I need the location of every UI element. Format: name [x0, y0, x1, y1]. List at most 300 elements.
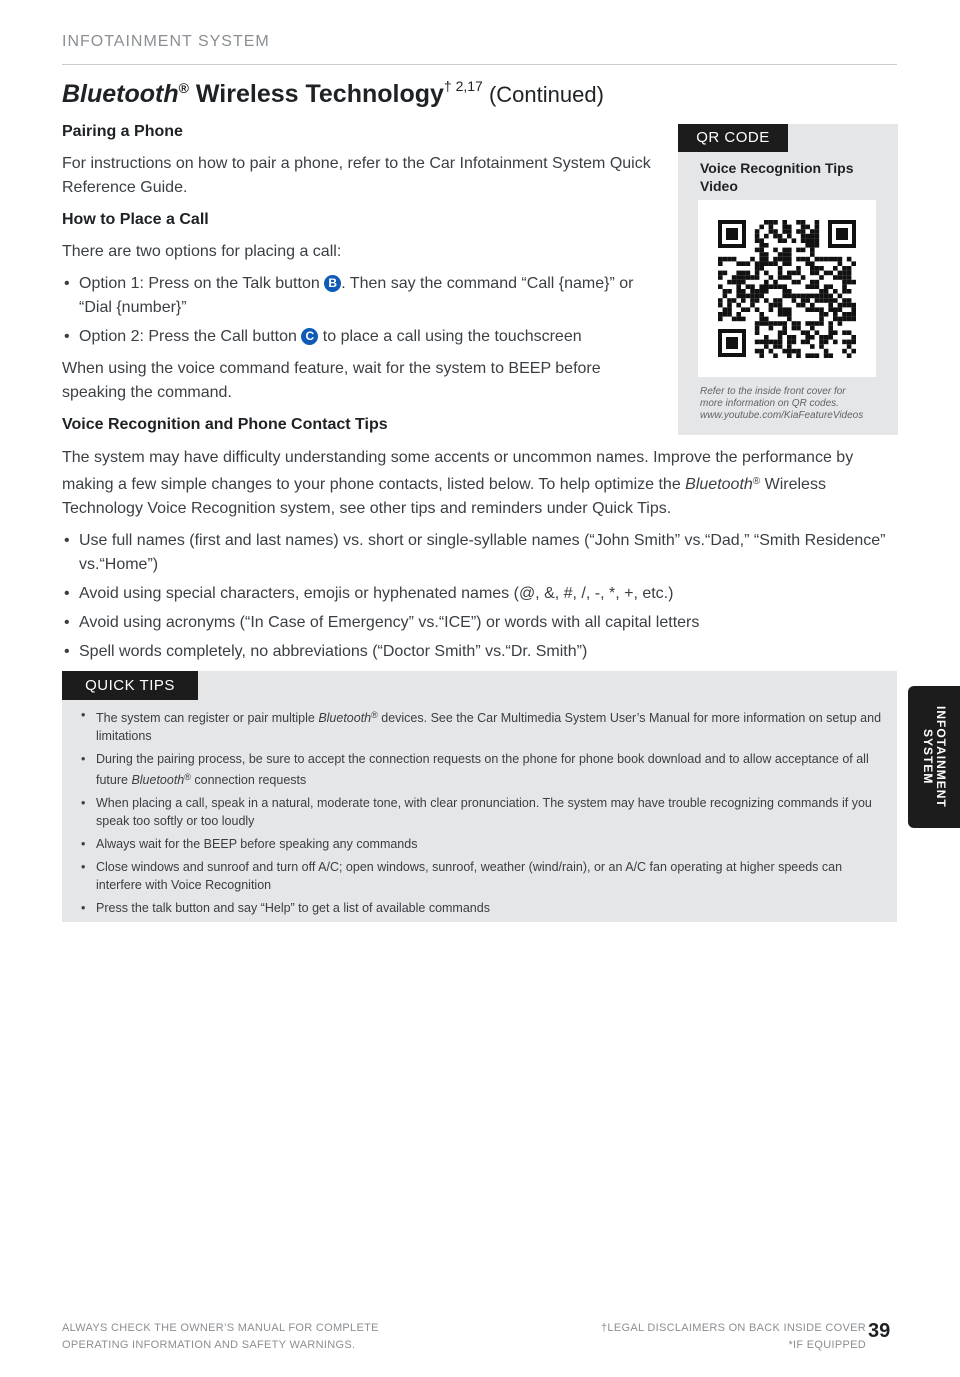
qr-module [792, 298, 797, 303]
qr-module [787, 312, 792, 317]
qr-module [769, 220, 774, 225]
qr-module [824, 294, 829, 299]
qr-module [773, 229, 778, 234]
qr-module [787, 349, 792, 354]
tip2-brand: Bluetooth [131, 773, 185, 787]
qr-module [787, 252, 792, 257]
qr-module [782, 284, 787, 289]
qr-module [847, 280, 852, 285]
qr-module [778, 340, 783, 345]
qr-module [736, 280, 741, 285]
section-side-tab[interactable] [908, 686, 960, 828]
qr-module [824, 335, 829, 340]
option1-text-start: Option 1: Press on the Talk button [79, 275, 325, 292]
qr-module [764, 344, 769, 349]
qr-module [741, 298, 746, 303]
qr-module [727, 307, 732, 312]
qr-module [769, 225, 774, 230]
qr-module [759, 312, 764, 317]
qr-module [787, 234, 792, 239]
qr-module [769, 340, 774, 345]
qr-module [851, 335, 856, 340]
qr-module [769, 321, 774, 326]
qr-module [796, 280, 801, 285]
qr-module [764, 220, 769, 225]
qr-module [851, 307, 856, 312]
qr-module [773, 248, 778, 253]
qr-module [815, 225, 820, 230]
call-options-list [62, 272, 662, 349]
qr-module [769, 261, 774, 266]
qr-module [819, 257, 824, 262]
qr-module [741, 271, 746, 276]
qr-module [833, 298, 838, 303]
qr-module [741, 289, 746, 294]
qr-module [838, 303, 843, 308]
qr-module [718, 317, 723, 322]
qr-module [851, 349, 856, 354]
tip1-text-end: devices. See the Car Multimedia System User’s Manual for more information on setup and limitations [96, 711, 882, 743]
qr-module [769, 326, 774, 331]
qr-module [842, 298, 847, 303]
qr-module [815, 298, 820, 303]
qr-module [796, 353, 801, 358]
qr-module [723, 289, 728, 294]
qr-module [805, 238, 810, 243]
qr-module [778, 335, 783, 340]
voice-tips-body [62, 446, 892, 672]
qr-module [815, 229, 820, 234]
qr-module [718, 284, 723, 289]
qr-module [732, 298, 737, 303]
qr-module [764, 340, 769, 345]
qr-module [782, 307, 787, 312]
qr-module [769, 307, 774, 312]
qr-module [842, 284, 847, 289]
qr-module [824, 298, 829, 303]
qr-module [727, 289, 732, 294]
qr-module [718, 303, 723, 308]
qr-module [819, 312, 824, 317]
qr-module [778, 266, 783, 271]
qr-module [755, 271, 760, 276]
qr-module [828, 271, 833, 276]
qr-code-tab: QR CODE [678, 124, 788, 152]
qr-module [736, 312, 741, 317]
qr-module [787, 340, 792, 345]
qr-module [741, 275, 746, 280]
qr-module [833, 275, 838, 280]
qr-module [833, 317, 838, 322]
qr-module [723, 312, 728, 317]
qr-module [769, 229, 774, 234]
qr-module [828, 284, 833, 289]
qr-module [718, 271, 723, 276]
qr-module [755, 298, 760, 303]
qr-module [787, 257, 792, 262]
qr-module [824, 289, 829, 294]
qr-module [810, 238, 815, 243]
qr-module [773, 280, 778, 285]
qr-module [796, 220, 801, 225]
qr-module [755, 307, 760, 312]
qr-module [778, 238, 783, 243]
qr-module [801, 298, 806, 303]
qr-module [792, 335, 797, 340]
qr-module [759, 225, 764, 230]
qr-module [824, 340, 829, 345]
title-brand: Bluetooth [62, 80, 179, 108]
qr-module [787, 289, 792, 294]
qr-module [778, 257, 783, 262]
qr-module [838, 307, 843, 312]
qr-module [759, 284, 764, 289]
qr-module [815, 257, 820, 262]
option2-text-end: to place a call using the touchscreen [318, 328, 582, 345]
qr-module [755, 340, 760, 345]
qr-module [782, 220, 787, 225]
qr-module [755, 238, 760, 243]
place-call-heading: How to Place a Call [62, 211, 209, 228]
qr-module [842, 317, 847, 322]
title-superscript: † 2,17 [443, 78, 483, 94]
qr-module [796, 349, 801, 354]
qr-module [787, 229, 792, 234]
page-title [62, 78, 604, 109]
qr-module [787, 275, 792, 280]
qr-module [755, 248, 760, 253]
qr-module [828, 326, 833, 331]
intro-brand: Bluetooth [685, 476, 753, 493]
option2-text-start: Option 2: Press the Call button [79, 328, 302, 345]
qr-module [819, 294, 824, 299]
qr-module [727, 303, 732, 308]
qr-module [828, 335, 833, 340]
qr-module [778, 330, 783, 335]
qr-module [782, 330, 787, 335]
qr-module [842, 280, 847, 285]
tip1-text-start: The system can register or pair multiple [96, 711, 319, 725]
title-continued: (Continued) [482, 82, 604, 107]
qr-module [815, 321, 820, 326]
qr-module [782, 289, 787, 294]
qr-module [792, 294, 797, 299]
qr-module [847, 344, 852, 349]
qr-module [787, 307, 792, 312]
qr-module [782, 326, 787, 331]
qr-module [778, 344, 783, 349]
qr-module [805, 294, 810, 299]
intro-text-start: The system may have difficulty understanding some accents or uncommon names. Improve the performance by making a few simple changes to your phone contacts, listed below. To help optimize the [62, 449, 854, 493]
qr-module [851, 280, 856, 285]
qr-module [805, 243, 810, 248]
qr-module [773, 353, 778, 358]
qr-module [792, 349, 797, 354]
qr-module [750, 294, 755, 299]
qr-module [847, 275, 852, 280]
qr-module [755, 294, 760, 299]
qr-module [801, 257, 806, 262]
qr-module [736, 317, 741, 322]
qr-module [755, 261, 760, 266]
qr-module [801, 248, 806, 253]
qr-module [773, 261, 778, 266]
qr-module [741, 280, 746, 285]
qr-module [847, 289, 852, 294]
qr-module [764, 317, 769, 322]
qr-module [819, 344, 824, 349]
qr-module [796, 294, 801, 299]
side-tab-label-wrap [908, 686, 960, 828]
qr-module [796, 321, 801, 326]
qr-module [842, 289, 847, 294]
qr-module [805, 330, 810, 335]
qr-module [828, 307, 833, 312]
qr-module [842, 330, 847, 335]
qr-module [778, 303, 783, 308]
qr-module [764, 243, 769, 248]
qr-module [746, 307, 751, 312]
talk-button-callout: B [324, 275, 341, 292]
qr-module [778, 275, 783, 280]
contact-tip: • Avoid using special characters, emojis or hyphenated names (@, &, #, /, -, *, +, etc.) [62, 582, 892, 606]
qr-module [787, 344, 792, 349]
quick-tip: • Press the talk button and say “Help” to get a list of available commands [79, 899, 885, 917]
qr-module [851, 340, 856, 345]
qr-module [755, 289, 760, 294]
qr-module [759, 238, 764, 243]
qr-module [764, 289, 769, 294]
tip1-brand: Bluetooth [318, 711, 372, 725]
qr-module [810, 243, 815, 248]
qr-module [810, 271, 815, 276]
qr-module [833, 340, 838, 345]
contact-tip: • Use full names (first and last names) vs. short or single-syllable names (“John Smith” vs.“Dad,” “Smith Residence” vs.“Home”) [62, 529, 892, 577]
qr-module [810, 353, 815, 358]
qr-module [782, 321, 787, 326]
qr-module [805, 298, 810, 303]
qr-module [782, 294, 787, 299]
qr-module [838, 275, 843, 280]
pairing-heading: Pairing a Phone [62, 123, 183, 140]
qr-module [782, 252, 787, 257]
quick-tip: • Close windows and sunroof and turn off A/C; open windows, sunroof, weather (wind/rain), or an A/C fan operating at higher speeds can interfere with Voice Recognition [79, 858, 885, 894]
qr-module [764, 261, 769, 266]
qr-module [773, 344, 778, 349]
qr-module [718, 261, 723, 266]
voice-tips-intro [62, 446, 892, 521]
qr-module [838, 271, 843, 276]
qr-module [815, 220, 820, 225]
qr-module [847, 298, 852, 303]
footer-disclaimers [560, 1320, 866, 1354]
qr-module [796, 326, 801, 331]
qr-module [801, 340, 806, 345]
qr-module [769, 349, 774, 354]
qr-module [778, 298, 783, 303]
qr-code-image[interactable] [698, 200, 876, 377]
qr-module [805, 261, 810, 266]
qr-module [759, 321, 764, 326]
qr-module [764, 271, 769, 276]
qr-module [842, 266, 847, 271]
qr-code-note [700, 386, 890, 422]
qr-module [759, 340, 764, 345]
qr-module [851, 261, 856, 266]
qr-module [796, 229, 801, 234]
contact-tip: • Spell words completely, no abbreviations (“Doctor Smith” vs.“Dr. Smith”) [62, 640, 892, 664]
tip2-registered-mark: ® [184, 772, 191, 782]
qr-module [815, 238, 820, 243]
qr-module [828, 257, 833, 262]
qr-module [755, 330, 760, 335]
qr-module [787, 353, 792, 358]
qr-module [824, 284, 829, 289]
qr-module [828, 353, 833, 358]
contact-tip: • Avoid using acronyms (“In Case of Emergency” vs.“ICE”) or words with all capital letters [62, 611, 892, 635]
qr-module [759, 317, 764, 322]
qr-code-frame [698, 200, 876, 377]
section-header: INFOTAINMENT SYSTEM [62, 33, 270, 50]
qr-module [805, 284, 810, 289]
qr-module [805, 257, 810, 262]
qr-module [736, 284, 741, 289]
qr-module [833, 266, 838, 271]
qr-module [819, 317, 824, 322]
qr-module [723, 307, 728, 312]
qr-module [787, 248, 792, 253]
qr-module [815, 243, 820, 248]
qr-module [764, 234, 769, 239]
call-option-1 [62, 272, 662, 320]
qr-module [782, 238, 787, 243]
qr-module [819, 335, 824, 340]
qr-note-line: more information on QR codes. [700, 398, 839, 409]
qr-module [755, 326, 760, 331]
qr-module [778, 321, 783, 326]
qr-note-url: www.youtube.com/KiaFeatureVideos [700, 410, 864, 421]
qr-module [764, 321, 769, 326]
qr-module [759, 248, 764, 253]
qr-module [778, 307, 783, 312]
qr-module [782, 229, 787, 234]
qr-module [851, 303, 856, 308]
qr-module [796, 271, 801, 276]
qr-module [736, 303, 741, 308]
qr-module [741, 317, 746, 322]
place-call-intro: There are two options for placing a call: [62, 243, 342, 260]
pairing-text: For instructions on how to pair a phone, refer to the Car Infotainment System Quick Reference Guide. [62, 155, 651, 196]
qr-module [718, 275, 723, 280]
qr-module [755, 234, 760, 239]
qr-module [727, 312, 732, 317]
qr-module [833, 289, 838, 294]
qr-module [796, 248, 801, 253]
qr-module [792, 280, 797, 285]
qr-module [815, 307, 820, 312]
qr-module [851, 312, 856, 317]
qr-module [801, 330, 806, 335]
qr-module [828, 298, 833, 303]
qr-module [750, 289, 755, 294]
intro-text-end: Wireless Technology Voice Recognition system, see other tips and reminders under Quick Tips. [62, 476, 826, 517]
qr-module [792, 238, 797, 243]
qr-module [824, 312, 829, 317]
qr-module [750, 303, 755, 308]
qr-module [833, 257, 838, 262]
qr-module [778, 234, 783, 239]
footer-equipped-line: *IF EQUIPPED [788, 1339, 866, 1351]
qr-module [810, 307, 815, 312]
qr-module [810, 344, 815, 349]
qr-module [824, 349, 829, 354]
voice-command-note: When using the voice command feature, wait for the system to BEEP before speaking the command. [62, 360, 601, 401]
footer-line: OPERATING INFORMATION AND SAFETY WARNINGS. [62, 1339, 356, 1351]
qr-module [805, 335, 810, 340]
qr-module [828, 294, 833, 299]
qr-module [842, 271, 847, 276]
qr-module [842, 340, 847, 345]
qr-module [782, 248, 787, 253]
qr-module [759, 243, 764, 248]
qr-module [718, 257, 723, 262]
intro-registered-mark: ® [752, 476, 761, 487]
qr-module [746, 275, 751, 280]
qr-module [732, 317, 737, 322]
qr-module [759, 266, 764, 271]
header-divider [62, 64, 897, 65]
qr-module [769, 275, 774, 280]
qr-module [773, 340, 778, 345]
qr-module [787, 225, 792, 230]
qr-module [727, 280, 732, 285]
qr-module [746, 294, 751, 299]
tip2-text-start: During the pairing process, be sure to accept the connection requests on the phone for phone book download and to allow acceptance of all future [96, 752, 869, 787]
qr-module [773, 234, 778, 239]
qr-module [815, 234, 820, 239]
quick-tips-tab: QUICK TIPS [62, 671, 198, 700]
qr-module [847, 330, 852, 335]
qr-module [764, 335, 769, 340]
qr-module [801, 275, 806, 280]
qr-module [741, 307, 746, 312]
qr-module [847, 257, 852, 262]
qr-module [833, 312, 838, 317]
quick-tip: • Always wait for the BEEP before speaking any commands [79, 835, 885, 853]
tip2-text-end: connection requests [190, 773, 307, 787]
qr-module [769, 284, 774, 289]
qr-module [838, 321, 843, 326]
qr-module [750, 257, 755, 262]
title-registered-mark: ® [178, 80, 189, 96]
qr-module [819, 289, 824, 294]
quick-tip: • When placing a call, speak in a natural, moderate tone, with clear pronunciation. The system may have trouble recognizing commands if you speak too softly or too loudly [79, 794, 885, 830]
qr-module [732, 257, 737, 262]
qr-module [759, 261, 764, 266]
qr-module [764, 280, 769, 285]
qr-module [847, 340, 852, 345]
qr-module [833, 330, 838, 335]
qr-module [741, 261, 746, 266]
qr-module [810, 326, 815, 331]
qr-module [782, 275, 787, 280]
qr-module [842, 275, 847, 280]
qr-module [764, 284, 769, 289]
qr-module [750, 298, 755, 303]
qr-module [819, 340, 824, 345]
footer-line: ALWAYS CHECK THE OWNER’S MANUAL FOR COMPLETE [62, 1322, 379, 1334]
qr-module [810, 280, 815, 285]
